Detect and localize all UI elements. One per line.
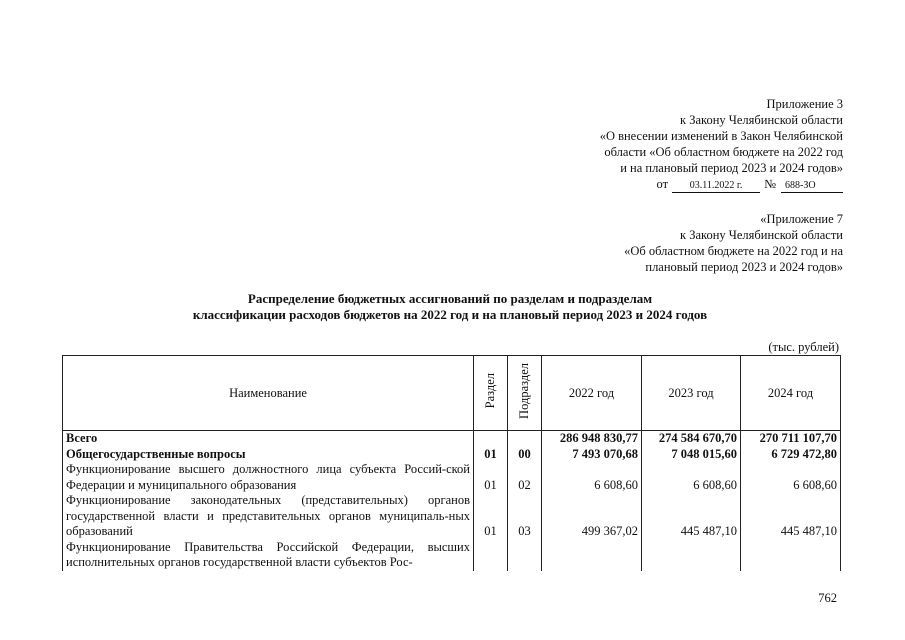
units-label: (тыс. рублей) (768, 340, 839, 354)
appendix-7-header (624, 211, 843, 275)
row-value-2024 (741, 540, 841, 571)
table-row (63, 493, 841, 540)
header-section (474, 356, 508, 431)
appendix-3-line1: Приложение 3 (766, 97, 843, 111)
header-name: Наименование (63, 356, 474, 431)
table-row (63, 431, 841, 447)
header-subsection (508, 356, 542, 431)
row-value-2023 (642, 540, 741, 571)
row-name: Функционирование высшего должностного лица субъекта Россий-ской Федерации и муниципального образования (63, 462, 474, 493)
row-value-2023: 274 584 670,70 (642, 431, 741, 447)
header-2024: 2024 год (741, 356, 841, 431)
row-value-2022: 286 948 830,77 (542, 431, 642, 447)
appendix-3-line5: и на плановый период 2023 и 2024 годов» (620, 161, 843, 175)
order-date-number (600, 176, 843, 193)
title-line1: Распределение бюджетных ассигнований по разделам и подразделам (247, 291, 653, 306)
row-name: Общегосударственные вопросы (63, 447, 474, 463)
row-section: 01 (474, 493, 508, 540)
header-2022: 2022 год (542, 356, 642, 431)
row-value-2022: 499 367,02 (542, 493, 642, 540)
row-name: Функционирование законодательных (представительных) органов государственной власти и представительных органов муниципаль-ных образований (63, 493, 474, 540)
table-row (63, 540, 841, 571)
appendix-3-line4: области «Об областном бюджете на 2022 год (604, 145, 843, 159)
order-date: 03.11.2022 г. (672, 180, 760, 193)
row-value-2022 (542, 540, 642, 571)
row-subsection (508, 431, 542, 447)
appendix-3-line3: «О внесении изменений в Закон Челябинской (599, 129, 843, 143)
appendix-7-line2: к Закону Челябинской области (680, 228, 843, 242)
header-2023: 2023 год (642, 356, 741, 431)
appendix-3-header (600, 96, 843, 193)
row-value-2023: 7 048 015,60 (642, 447, 741, 463)
row-section: 01 (474, 462, 508, 493)
row-value-2024: 6 729 472,80 (741, 447, 841, 463)
document-title (100, 291, 800, 323)
row-value-2024: 445 487,10 (741, 493, 841, 540)
row-section: 01 (474, 447, 508, 463)
appendix-7-line3: «Об областном бюджете на 2022 год и на (624, 244, 843, 258)
table-header-row (63, 356, 841, 431)
row-name: Функционирование Правительства Российской Федерации, высших исполнительных органов государственной власти субъектов Рос- (63, 540, 474, 571)
number-prefix: № (764, 177, 776, 191)
appendix-7-line1: «Приложение 7 (760, 212, 843, 226)
row-value-2022: 7 493 070,68 (542, 447, 642, 463)
row-subsection: 02 (508, 462, 542, 493)
page-number: 762 (818, 591, 837, 605)
budget-table (62, 355, 841, 571)
row-value-2022: 6 608,60 (542, 462, 642, 493)
table-row (63, 462, 841, 493)
row-name: Всего (63, 431, 474, 447)
row-value-2023: 6 608,60 (642, 462, 741, 493)
row-section (474, 431, 508, 447)
table-row (63, 447, 841, 463)
row-subsection: 00 (508, 447, 542, 463)
title-line2: классификации расходов бюджетов на 2022 год и на плановый период 2023 и 2024 годов (192, 307, 708, 322)
row-subsection: 03 (508, 493, 542, 540)
header-section-label: Раздел (483, 373, 497, 409)
appendix-7-line4: плановый период 2023 и 2024 годов» (645, 260, 843, 274)
row-value-2023: 445 487,10 (642, 493, 741, 540)
date-prefix: от (656, 177, 669, 191)
appendix-3-line2: к Закону Челябинской области (680, 113, 843, 127)
order-number: 688-ЗО (781, 180, 843, 193)
row-value-2024: 270 711 107,70 (741, 431, 841, 447)
header-subsection-label: Подраздел (517, 363, 531, 419)
row-subsection (508, 540, 542, 571)
row-section (474, 540, 508, 571)
row-value-2024: 6 608,60 (741, 462, 841, 493)
